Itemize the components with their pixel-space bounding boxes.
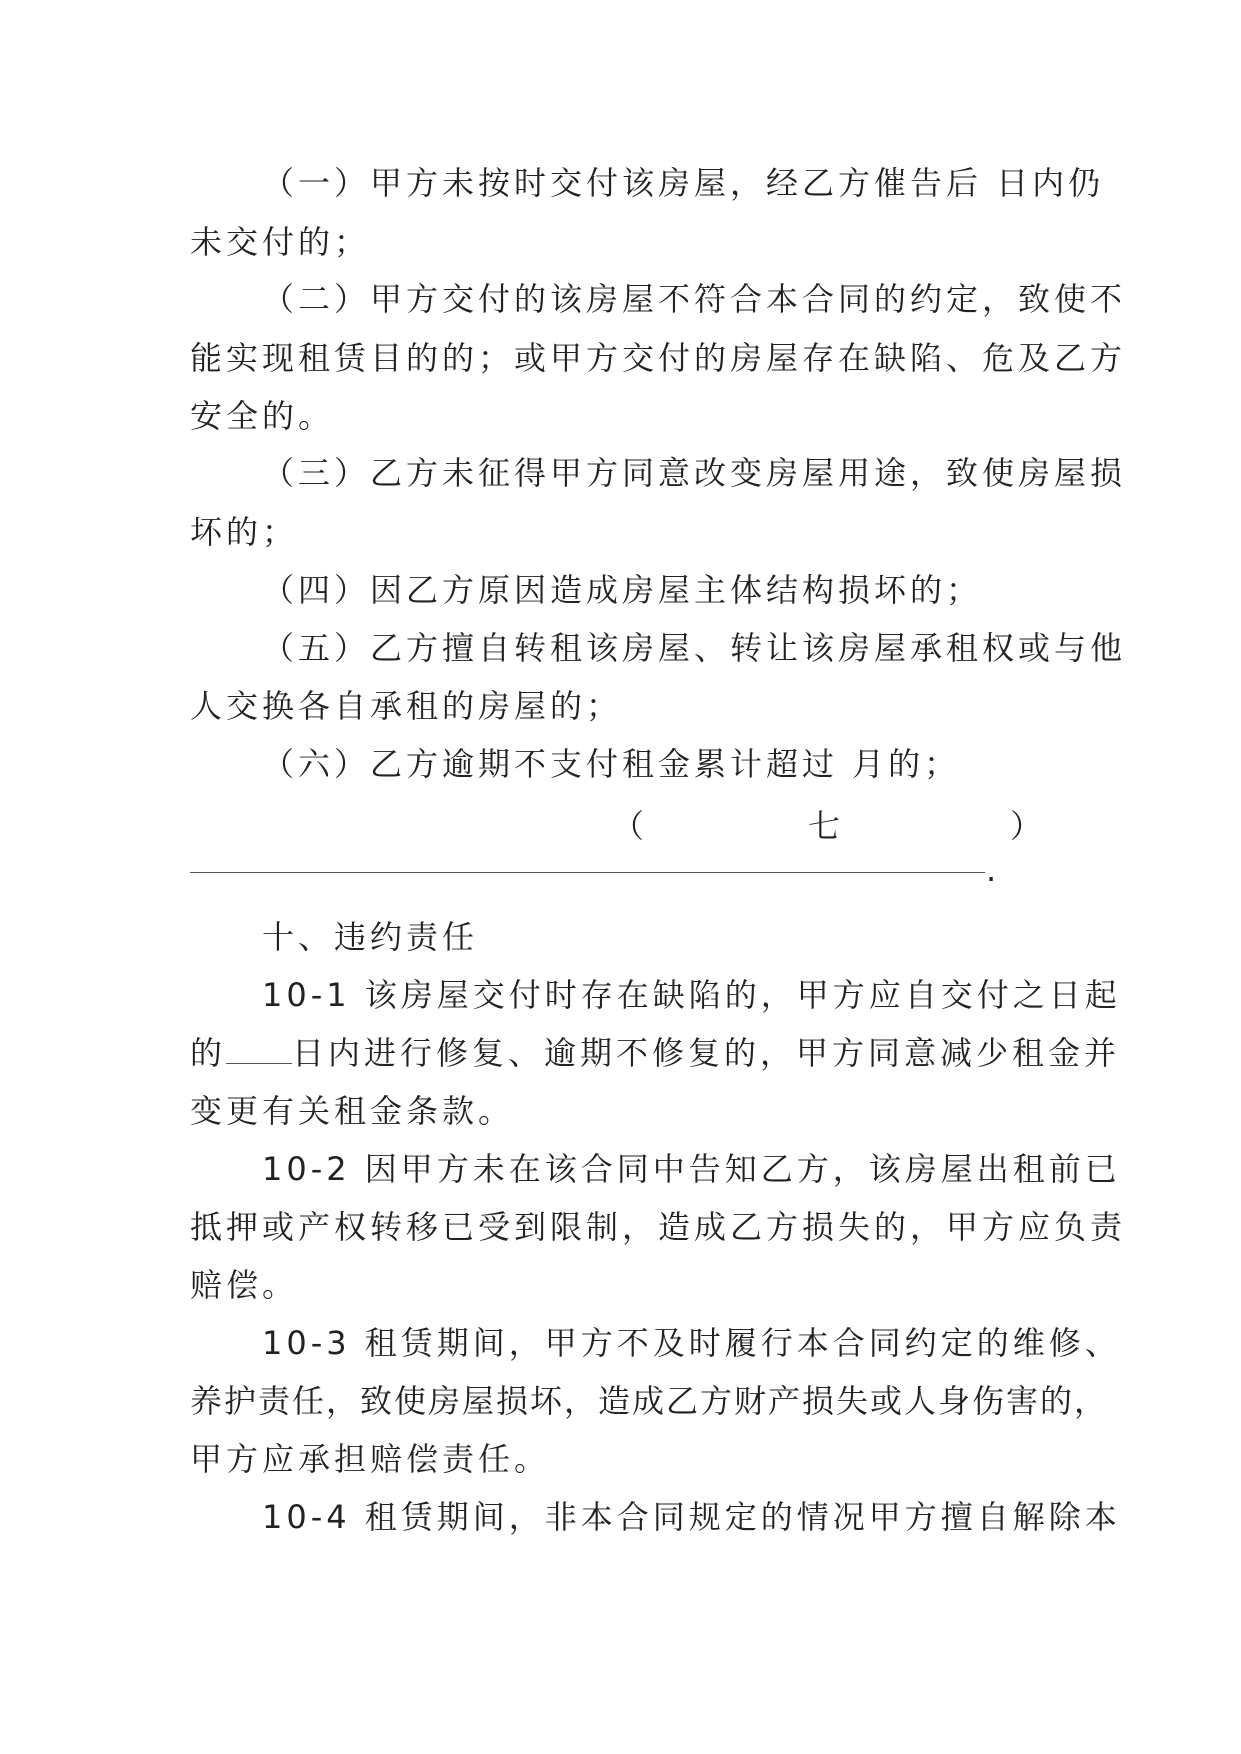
p10-1-line-2 — [190, 1033, 1121, 1073]
section-title: 十、违约责任 — [262, 918, 479, 956]
clause-7-open-paren: （ — [612, 807, 645, 845]
clause-7-number: 七 — [808, 807, 841, 845]
clause-5-line-2: 人交换各自承租的房屋的； — [190, 687, 623, 725]
clause-7-fill-line — [190, 872, 985, 873]
p10-2-line-1: 10-2 因甲方未在该合同中告知乙方，该房屋出租前已 — [262, 1150, 1121, 1188]
p10-2-line-3: 赔偿。 — [190, 1266, 299, 1304]
p10-3-line-1: 10-3 租赁期间，甲方不及时履行本合同约定的维修、 — [262, 1324, 1121, 1362]
clause-3-line-1: （三）乙方未征得甲方同意改变房屋用途，致使房屋损 — [262, 454, 1127, 492]
p10-1-line-2-pre: 的 — [190, 1034, 227, 1072]
clause-2-line-2: 能实现租赁目的的；或甲方交付的房屋存在缺陷、危及乙方 — [190, 339, 1127, 377]
clause-7-close-paren: ） — [1010, 807, 1043, 845]
clause-1-line-1: （一）甲方未按时交付该房屋，经乙方催告后 日内仍 — [262, 164, 1105, 202]
clause-1-line-2: 未交付的； — [190, 223, 371, 261]
p10-1-line-1: 10-1 该房屋交付时存在缺陷的，甲方应自交付之日起 — [262, 976, 1121, 1014]
p10-1-line-2-post: 日内进行修复、逾期不修复的，甲方同意减少租金并 — [292, 1034, 1121, 1072]
clause-3-line-2: 坏的； — [190, 513, 299, 551]
clause-7-end-mark: . — [986, 851, 997, 889]
clause-2-line-3: 安全的。 — [190, 397, 335, 435]
p10-3-line-2: 养护责任，致使房屋损坏，造成乙方财产损失或人身伤害的， — [190, 1382, 1109, 1420]
clause-4-line-1: （四）因乙方原因造成房屋主体结构损坏的； — [262, 571, 983, 609]
clause-6-line-1: （六）乙方逾期不支付租金累计超过 月的； — [262, 745, 961, 783]
p10-2-line-2: 抵押或产权转移已受到限制，造成乙方损失的，甲方应负责 — [190, 1208, 1127, 1246]
clause-2-line-1: （二）甲方交付的该房屋不符合本合同的约定，致使不 — [262, 280, 1127, 318]
p10-4-line-1: 10-4 租赁期间，非本合同规定的情况甲方擅自解除本 — [262, 1498, 1121, 1536]
clause-5-line-1: （五）乙方擅自转租该房屋、转让该房屋承租权或与他 — [262, 629, 1127, 667]
p10-3-line-3: 甲方应承担赔偿责任。 — [190, 1440, 551, 1478]
p10-1-line-3: 变更有关租金条款。 — [190, 1092, 515, 1130]
p10-1-days-blank — [226, 1033, 292, 1064]
